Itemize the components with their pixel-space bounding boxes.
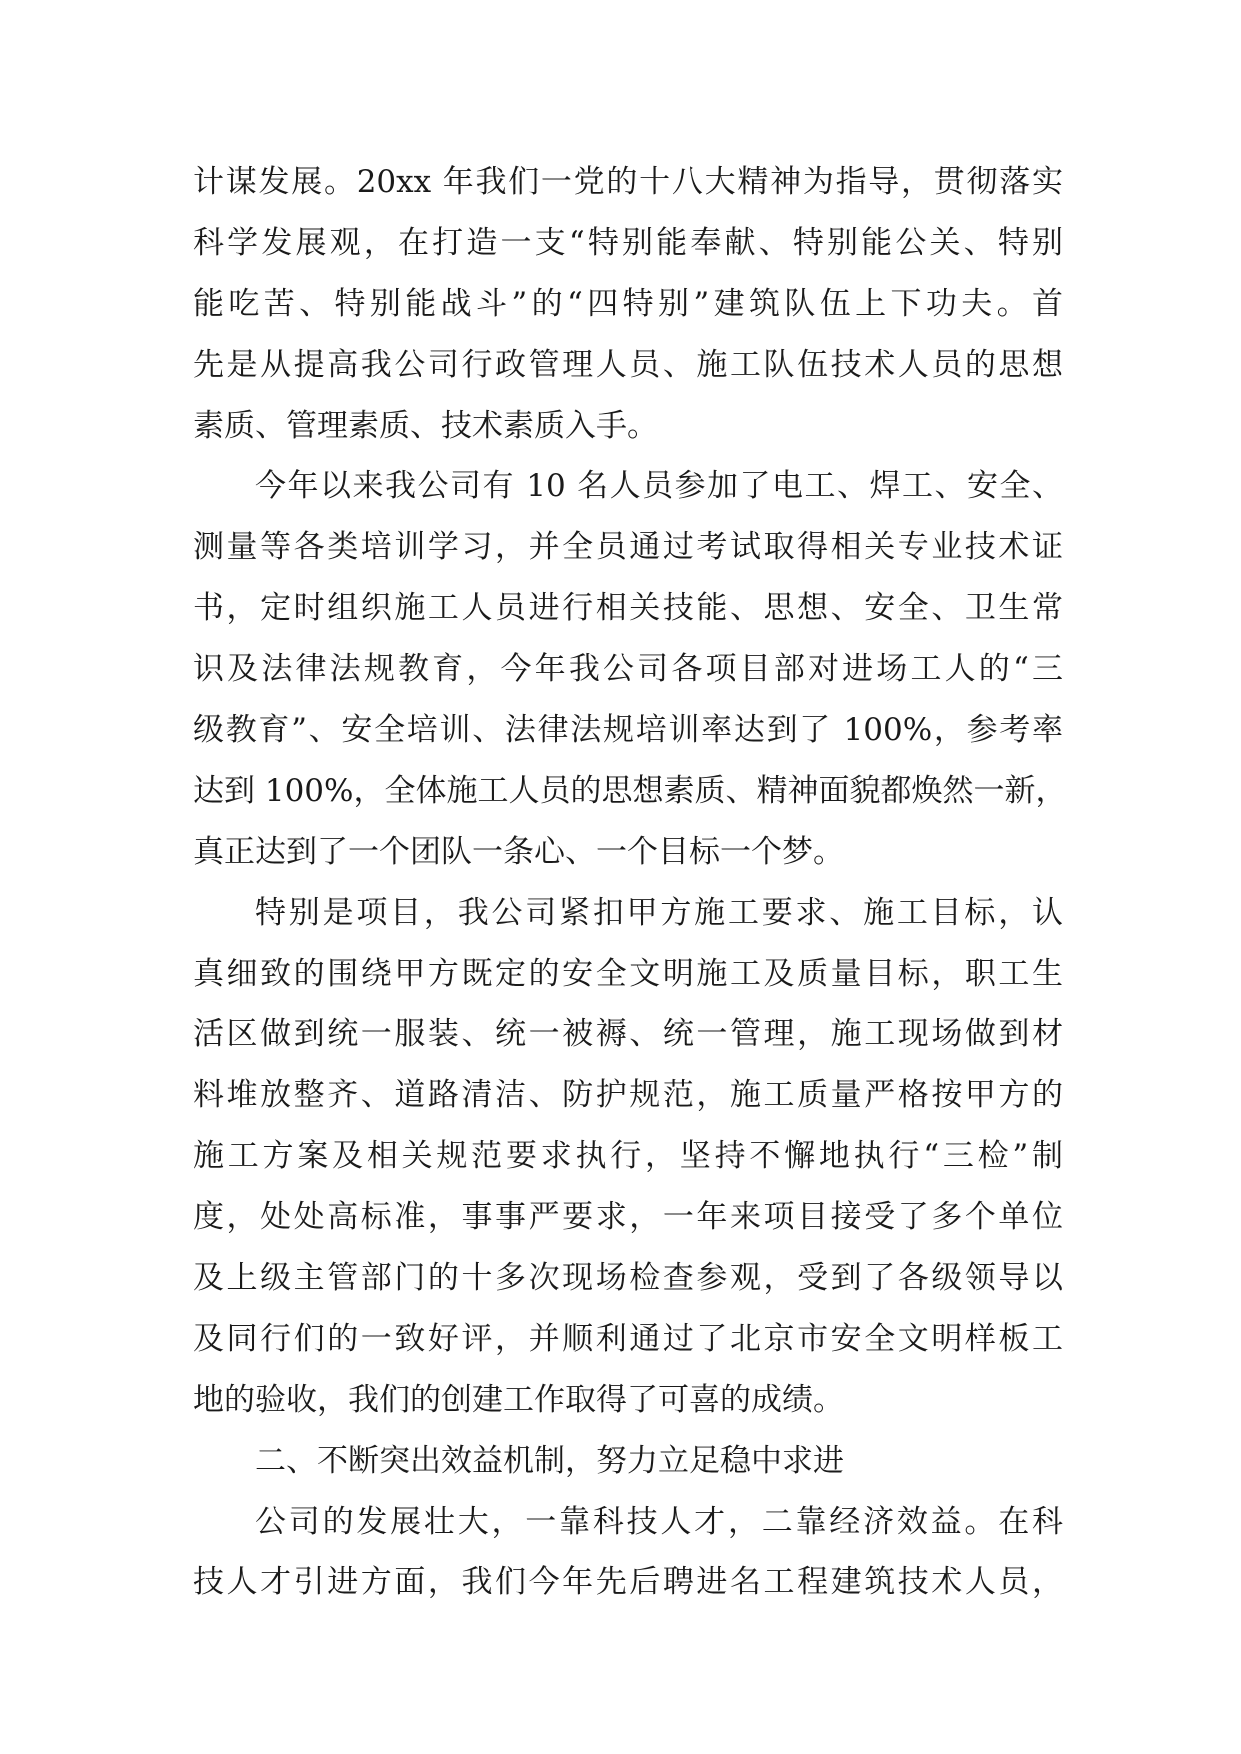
paragraph-line: 能吃苦、特别能战斗”的“四特别”建筑队伍上下功夫。首 [193, 285, 1063, 322]
paragraph-line: 料堆放整齐、道路清洁、防护规范，施工质量严格按甲方的 [193, 1077, 1063, 1114]
paragraph-line: 真正达到了一个团队一条心、一个目标一个梦。 [193, 833, 844, 870]
paragraph-line: 级教育”、安全培训、法律法规培训率达到了 100%，参考率 [193, 712, 1063, 749]
paragraph-line: 识及法律法规教育，今年我公司各项目部对进场工人的“三 [193, 651, 1063, 688]
paragraph-line: 素质、管理素质、技术素质入手。 [193, 407, 658, 444]
paragraph-line: 及上级主管部门的十多次现场检查参观，受到了各级领导以 [193, 1260, 1063, 1297]
paragraph-line: 今年以来我公司有 10 名人员参加了电工、焊工、安全、 [255, 468, 1063, 505]
paragraph-line: 及同行们的一致好评，并顺利通过了北京市安全文明样板工 [193, 1320, 1063, 1357]
paragraph-line: 施工方案及相关规范要求执行，坚持不懈地执行“三检”制 [193, 1138, 1063, 1175]
paragraph-line: 书，定时组织施工人员进行相关技能、思想、安全、卫生常 [193, 590, 1063, 627]
paragraph-1 [193, 152, 1063, 456]
paragraph-line: 技人才引进方面，我们今年先后聘进名工程建筑技术人员， [193, 1564, 1063, 1601]
paragraph-line: 公司的发展壮大，一靠科技人才，二靠经济效益。在科 [255, 1503, 1063, 1540]
paragraph-4 [193, 1492, 1063, 1614]
paragraph-line: 科学发展观，在打造一支“特别能奉献、特别能公关、特别 [193, 224, 1063, 261]
paragraph-line: 活区做到统一服装、统一被褥、统一管理，施工现场做到材 [193, 1016, 1063, 1053]
paragraph-line: 测量等各类培训学习，并全员通过考试取得相关专业技术证 [193, 529, 1063, 566]
paragraph-line: 达到 100%，全体施工人员的思想素质、精神面貌都焕然一新， [193, 772, 1067, 809]
paragraph-3 [193, 883, 1063, 1431]
paragraph-line: 度，处处高标准，事事严要求，一年来项目接受了多个单位 [193, 1199, 1063, 1236]
paragraph-line: 特别是项目，我公司紧扣甲方施工要求、施工目标，认 [255, 894, 1063, 931]
paragraph-line: 先是从提高我公司行政管理人员、施工队伍技术人员的思想 [193, 346, 1063, 383]
paragraph-line: 地的验收，我们的创建工作取得了可喜的成绩。 [193, 1381, 844, 1418]
document-body [193, 152, 1067, 1613]
section-heading-text: 二、不断突出效益机制，努力立足稳中求进 [255, 1442, 844, 1479]
paragraph-line: 真细致的围绕甲方既定的安全文明施工及质量目标，职工生 [193, 955, 1063, 992]
paragraph-line: 计谋发展。20xx 年我们一党的十八大精神为指导，贯彻落实 [193, 164, 1063, 200]
section-heading [193, 1431, 1063, 1492]
paragraph-2 [193, 456, 1067, 882]
